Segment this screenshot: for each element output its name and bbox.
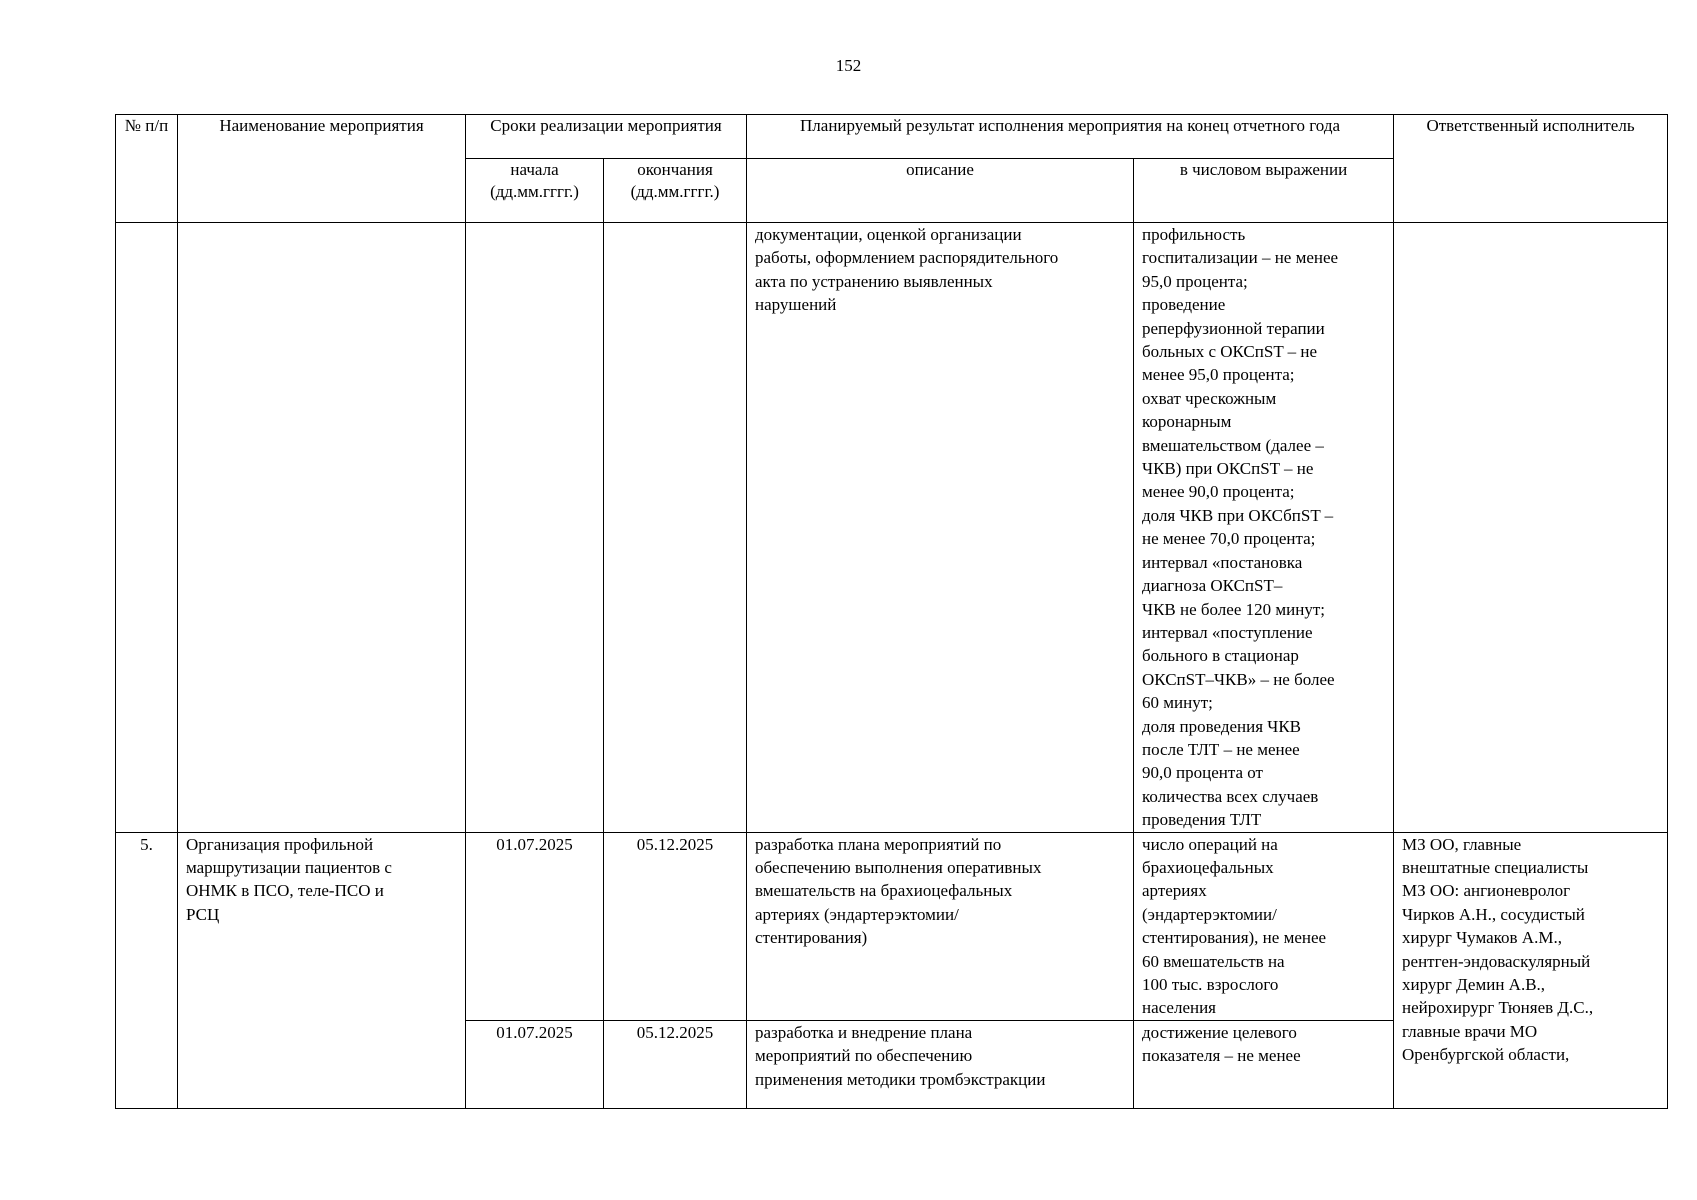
text-line: госпитализации – не менее: [1142, 248, 1339, 268]
text-line: Оренбургской области,: [1402, 1045, 1570, 1065]
text-line: не менее 70,0 процента;: [1142, 529, 1316, 549]
cell-start-date: 01.07.2025: [466, 1020, 604, 1108]
table-row-continued: [116, 223, 1668, 833]
text-line: вмешательств на брахиоцефальных: [755, 881, 1013, 901]
cell-empty: [466, 223, 604, 833]
text-line: после ТЛТ – не менее: [1142, 739, 1300, 759]
cell-numeric: [1134, 1020, 1394, 1108]
header-number: № п/п: [116, 115, 178, 223]
text-line: больного в стационар: [1142, 646, 1299, 666]
header-responsible: Ответственный исполнитель: [1394, 115, 1668, 223]
text-line: больных с ОКСпST – не: [1142, 342, 1318, 362]
text-line: проведение: [1142, 295, 1226, 315]
text-line: доля проведения ЧКВ: [1142, 716, 1302, 736]
text-line: достижение целевого: [1142, 1022, 1297, 1042]
text-line: рентген-эндоваскулярный: [1402, 951, 1591, 971]
text-line: менее 90,0 процента;: [1142, 482, 1295, 502]
cell-numeric: [1134, 832, 1394, 1020]
text-line: 100 тыс. взрослого: [1142, 975, 1279, 994]
text-line: МЗ ОО, главные: [1402, 834, 1522, 854]
text-line: хирург Чумаков А.М.,: [1402, 928, 1562, 948]
text-line: ЧКВ не более 120 минут;: [1142, 599, 1325, 619]
text-line: 90,0 процента от: [1142, 763, 1263, 783]
cell-numeric: [1134, 223, 1394, 833]
text-line: брахиоцефальных: [1142, 857, 1274, 877]
text-line: ЧКВ) при ОКСпST – не: [1142, 459, 1314, 479]
cell-empty: [178, 223, 466, 833]
text-line: нарушений: [755, 295, 837, 315]
text-line: проведения ТЛТ: [1142, 810, 1262, 830]
measures-table: [115, 114, 1668, 1109]
text-line: хирург Демин А.В.,: [1402, 975, 1546, 994]
text-line: коронарным: [1142, 412, 1232, 432]
text-line: Организация профильной: [186, 834, 374, 854]
text-line: акта по устранению выявленных: [755, 271, 993, 291]
text-line: применения методики тромбэкстракции: [755, 1069, 1046, 1089]
cell-empty: [1394, 223, 1668, 833]
text-line: стентирования), не менее: [1142, 928, 1327, 948]
text-line: доля ЧКВ при ОКСбпST –: [1142, 505, 1334, 525]
text-line: работы, оформлением распорядительного: [755, 248, 1059, 268]
cell-end-date: 05.12.2025: [604, 832, 747, 1020]
text-line: число операций на: [1142, 834, 1278, 854]
text-line: 95,0 процента;: [1142, 271, 1248, 291]
text-line: разработка плана мероприятий по: [755, 834, 1002, 854]
table-row-5: [116, 832, 1668, 1020]
text-line: охват чрескожным: [1142, 388, 1277, 408]
text-line: реперфузионной терапии: [1142, 318, 1325, 338]
text-line: мероприятий по обеспечению: [755, 1046, 973, 1066]
text-line: населения: [1142, 998, 1217, 1018]
cell-empty: [116, 223, 178, 833]
header-start: начала (дд.мм.гггг.): [466, 159, 604, 223]
text-line: показателя – не менее: [1142, 1046, 1301, 1066]
text-line: интервал «поступление: [1142, 622, 1313, 642]
cell-measure-name: [178, 832, 466, 1108]
text-line: (эндартерэктомии/: [1142, 904, 1277, 924]
text-line: документации, оценкой организации: [755, 225, 1022, 244]
text-line: профильность: [1142, 225, 1246, 244]
cell-empty: [604, 223, 747, 833]
text-line: Чирков А.Н., сосудистый: [1402, 904, 1585, 924]
cell-description: [747, 223, 1134, 833]
cell-row-number: 5.: [116, 832, 178, 1108]
text-line: разработка и внедрение плана: [755, 1022, 973, 1042]
header-end: окончания (дд.мм.гггг.): [604, 159, 747, 223]
text-line: МЗ ОО: ангионевролог: [1402, 881, 1571, 901]
cell-end-date: 05.12.2025: [604, 1020, 747, 1108]
text-line: 60 вмешательств на: [1142, 951, 1285, 971]
text-line: главные врачи МО: [1402, 1021, 1538, 1041]
text-line: 60 минут;: [1142, 693, 1213, 713]
header-name: Наименование мероприятия: [178, 115, 466, 223]
header-numeric: в числовом выражении: [1134, 159, 1394, 223]
text-line: количества всех случаев: [1142, 786, 1319, 806]
text-line: диагноза ОКСпST–: [1142, 576, 1283, 596]
text-line: нейрохирург Тюняев Д.С.,: [1402, 998, 1594, 1018]
text-line: артериях: [1142, 881, 1207, 901]
cell-responsible: [1394, 832, 1668, 1108]
text-line: внештатные специалисты: [1402, 857, 1589, 877]
text-line: вмешательством (далее –: [1142, 435, 1324, 455]
header-description: описание: [747, 159, 1134, 223]
header-terms: Сроки реализации мероприятия: [466, 115, 747, 159]
text-line: стентирования): [755, 928, 868, 948]
cell-start-date: 01.07.2025: [466, 832, 604, 1020]
page-number: 152: [835, 56, 862, 75]
header-result: Планируемый результат исполнения мероприятия на конец отчетного года: [747, 115, 1394, 159]
text-line: обеспечению выполнения оперативных: [755, 857, 1042, 877]
text-line: ОНМК в ПСО, теле-ПСО и: [186, 881, 384, 901]
text-line: маршрутизации пациентов с: [186, 857, 392, 877]
text-line: РСЦ: [186, 904, 220, 924]
cell-description: [747, 832, 1134, 1020]
cell-description: [747, 1020, 1134, 1108]
text-line: ОКСпST–ЧКВ» – не более: [1142, 669, 1335, 689]
text-line: интервал «постановка: [1142, 552, 1303, 572]
text-line: менее 95,0 процента;: [1142, 365, 1295, 385]
text-line: артериях (эндартерэктомии/: [755, 904, 959, 924]
